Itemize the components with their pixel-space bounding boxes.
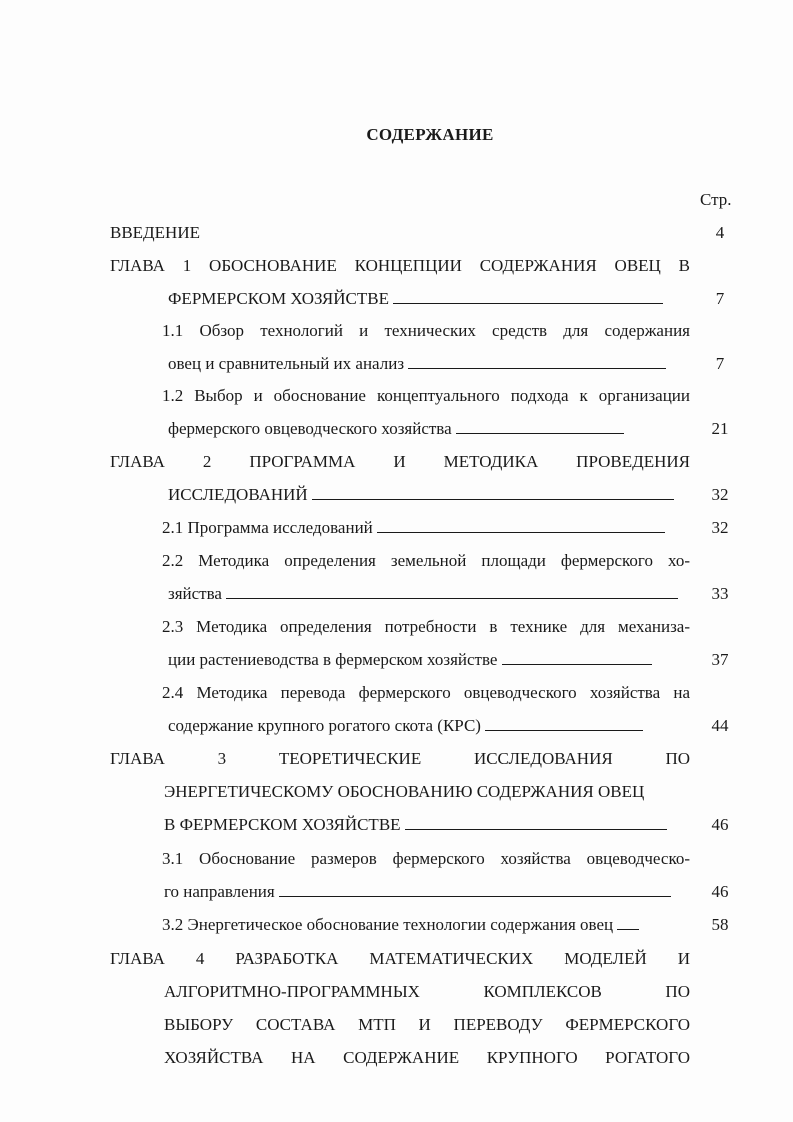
toc-entry-chapter-4-line-3: ВЫБОРУ СОСТАВА МТП И ПЕРЕВОДУ ФЕРМЕРСКОГО <box>164 1015 690 1034</box>
toc-entry-chapter-3: ГЛАВА 3 ТЕОРЕТИЧЕСКИЕ ИССЛЕДОВАНИЯ ПО <box>110 749 690 768</box>
page-title: СОДЕРЖАНИЕ <box>366 125 494 144</box>
toc-entry-chapter-4: ГЛАВА 4 РАЗРАБОТКА МАТЕМАТИЧЕСКИХ МОДЕЛЕЙ И <box>110 949 690 968</box>
toc-page-number: 58 <box>711 915 729 934</box>
toc-entry-chapter-3-cont: В ФЕРМЕРСКОМ ХОЗЯЙСТВЕ <box>164 815 667 835</box>
toc-page-number: 21 <box>711 419 729 438</box>
toc-page-number: 46 <box>711 815 729 834</box>
toc-entry-chapter-1-cont: ФЕРМЕРСКОМ ХОЗЯЙСТВЕ <box>168 289 663 309</box>
toc-page-number: 37 <box>711 650 729 669</box>
toc-entry-section-3-2: 3.2 Энергетическое обоснование технологии содержания овец <box>162 915 639 935</box>
toc-entry-section-2-2-cont: зяйства <box>168 584 678 604</box>
toc-entry-chapter-1: ГЛАВА 1 ОБОСНОВАНИЕ КОНЦЕПЦИИ СОДЕРЖАНИЯ ОВЕЦ В <box>110 256 690 275</box>
toc-entry-chapter-2-cont: ИССЛЕДОВАНИЙ <box>168 485 674 505</box>
toc-entry-chapter-2: ГЛАВА 2 ПРОГРАММА И МЕТОДИКА ПРОВЕДЕНИЯ <box>110 452 690 471</box>
toc-page-number: 4 <box>715 223 725 242</box>
toc-entry-section-1-1-cont: овец и сравнительный их анализ <box>168 354 666 374</box>
toc-entry-introduction: ВВЕДЕНИЕ <box>110 223 200 242</box>
toc-entry-section-2-3: 2.3 Методика определения потребности в технике для механиза- <box>162 617 690 636</box>
toc-entry-chapter-4-line-2: АЛГОРИТМНО-ПРОГРАММНЫХ КОМПЛЕКСОВ ПО <box>164 982 690 1001</box>
toc-entry-section-2-4-cont: содержание крупного рогатого скота (КРС) <box>168 716 643 736</box>
toc-entry-section-1-1: 1.1 Обзор технологий и технических средств для содержания <box>162 321 690 340</box>
toc-entry-section-3-1-cont: го направления <box>164 882 671 902</box>
toc-entry-section-1-2-cont: фермерского овцеводческого хозяйства <box>168 419 624 439</box>
toc-page-number: 7 <box>715 354 725 373</box>
toc-page-number: 7 <box>715 289 725 308</box>
toc-entry-section-2-2: 2.2 Методика определения земельной площади фермерского хо- <box>162 551 690 570</box>
toc-page-number: 32 <box>711 485 729 504</box>
toc-entry-chapter-3-line-2: ЭНЕРГЕТИЧЕСКОМУ ОБОСНОВАНИЮ СОДЕРЖАНИЯ ОВЕЦ <box>164 782 645 801</box>
toc-page-number: 44 <box>711 716 729 735</box>
toc-page-number: 46 <box>711 882 729 901</box>
toc-page-number: 33 <box>711 584 729 603</box>
toc-entry-section-3-1: 3.1 Обоснование размеров фермерского хозяйства овцеводческо- <box>162 849 690 868</box>
page-column-label: Стр. <box>700 190 732 209</box>
toc-entry-section-2-4: 2.4 Методика перевода фермерского овцеводческого хозяйства на <box>162 683 690 702</box>
toc-entry-section-2-3-cont: ции растениеводства в фермерском хозяйстве <box>168 650 652 670</box>
toc-entry-section-2-1: 2.1 Программа исследований <box>162 518 665 538</box>
toc-entry-section-1-2: 1.2 Выбор и обоснование концептуального подхода к организации <box>162 386 690 405</box>
toc-entry-chapter-4-line-4: ХОЗЯЙСТВА НА СОДЕРЖАНИЕ КРУПНОГО РОГАТОГО <box>164 1048 690 1067</box>
toc-page-number: 32 <box>711 518 729 537</box>
